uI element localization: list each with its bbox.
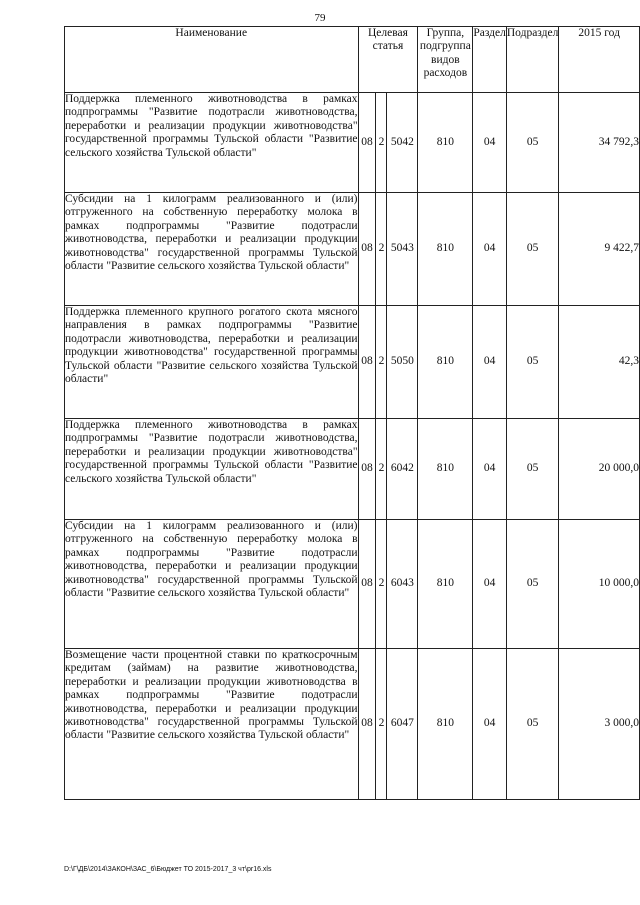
row-subsection: 05 [506,306,558,419]
row-code-program: 08 [358,520,376,649]
row-code-subprogram: 2 [376,520,387,649]
row-code-subprogram: 2 [376,306,387,419]
table-row [65,520,640,649]
table-header-row [65,27,640,93]
row-code-direction: 6042 [387,419,418,520]
row-amount: 10 000,0 [559,520,640,649]
row-subsection: 05 [506,649,558,800]
table-row [65,649,640,800]
table-row [65,93,640,193]
row-section: 04 [473,649,507,800]
row-amount: 42,3 [559,306,640,419]
row-group: 810 [418,193,473,306]
row-group: 810 [418,93,473,193]
row-section: 04 [473,193,507,306]
row-code-subprogram: 2 [376,419,387,520]
table-row [65,306,640,419]
header-target-article: Целевая статья [358,27,418,93]
row-amount: 9 422,7 [559,193,640,306]
header-name: Наименование [65,27,359,93]
row-name: Возмещение части процентной ставки по краткосрочным кредитам (займам) на развитие животноводства, переработки и реализации продукции животноводства в рамках подпрограммы "Развитие подотрасли животноводства, переработки и реализации продукции животноводства" государственной программы Тульской области "Развитие сельского хозяйства Тульской области" [65,649,359,800]
row-name: Субсидии на 1 килограмм реализованного и (или) отгруженного на собственную переработку молока в рамках подпрограммы "Развитие подотрасли животноводства, переработки и реализации продукции животноводства" государственной программы Тульской области "Развитие сельского хозяйства Тульской области" [65,520,359,649]
row-group: 810 [418,520,473,649]
row-code-direction: 5050 [387,306,418,419]
row-code-direction: 5042 [387,93,418,193]
row-subsection: 05 [506,93,558,193]
row-group: 810 [418,306,473,419]
table-row [65,193,640,306]
row-subsection: 05 [506,193,558,306]
row-section: 04 [473,93,507,193]
row-section: 04 [473,306,507,419]
file-path-footer: D:\Г\ДБ\2014\ЗАКОН\ЗАС_6\Бюджет ТО 2015-2017_3 чт\pr16.xls [64,866,272,873]
row-name: Поддержка племенного крупного рогатого скота мясного направления в рамках подпрограммы "Развитие подотрасли животноводства, переработки и реализации продукции животноводства" государственной программы Тульской области "Развитие сельского хозяйства Тульской области" [65,306,359,419]
row-code-program: 08 [358,649,376,800]
header-subsection: Подраздел [506,27,558,93]
budget-table [64,26,640,800]
row-code-direction: 6047 [387,649,418,800]
row-name: Поддержка племенного животноводства в рамках подпрограммы "Развитие подотрасли животноводства, переработки и реализации продукции животноводства" государственной программы Тульской области "Развитие сельского хозяйства Тульской области" [65,419,359,520]
header-section: Раздел [473,27,507,93]
row-amount: 20 000,0 [559,419,640,520]
table-row [65,419,640,520]
row-name: Субсидии на 1 килограмм реализованного и (или) отгруженного на собственную переработку молока в рамках подпрограммы "Развитие подотрасли животноводства, переработки и реализации продукции животноводства" государственной программы Тульской области "Развитие сельского хозяйства Тульской области" [65,193,359,306]
row-section: 04 [473,520,507,649]
row-amount: 3 000,0 [559,649,640,800]
row-code-direction: 6043 [387,520,418,649]
row-code-program: 08 [358,419,376,520]
row-code-subprogram: 2 [376,649,387,800]
row-subsection: 05 [506,419,558,520]
row-subsection: 05 [506,520,558,649]
row-section: 04 [473,419,507,520]
header-group: Группа, подгруппа видов расходов [418,27,473,93]
row-group: 810 [418,419,473,520]
row-code-subprogram: 2 [376,93,387,193]
row-code-direction: 5043 [387,193,418,306]
page-number: 79 [314,12,326,24]
row-group: 810 [418,649,473,800]
row-code-program: 08 [358,306,376,419]
row-amount: 34 792,3 [559,93,640,193]
row-code-subprogram: 2 [376,193,387,306]
row-code-program: 08 [358,93,376,193]
row-name: Поддержка племенного животноводства в рамках подпрограммы "Развитие подотрасли животноводства, переработки и реализации продукции животноводства" государственной программы Тульской области "Развитие сельского хозяйства Тульской области" [65,93,359,193]
header-year: 2015 год [559,27,640,93]
row-code-program: 08 [358,193,376,306]
